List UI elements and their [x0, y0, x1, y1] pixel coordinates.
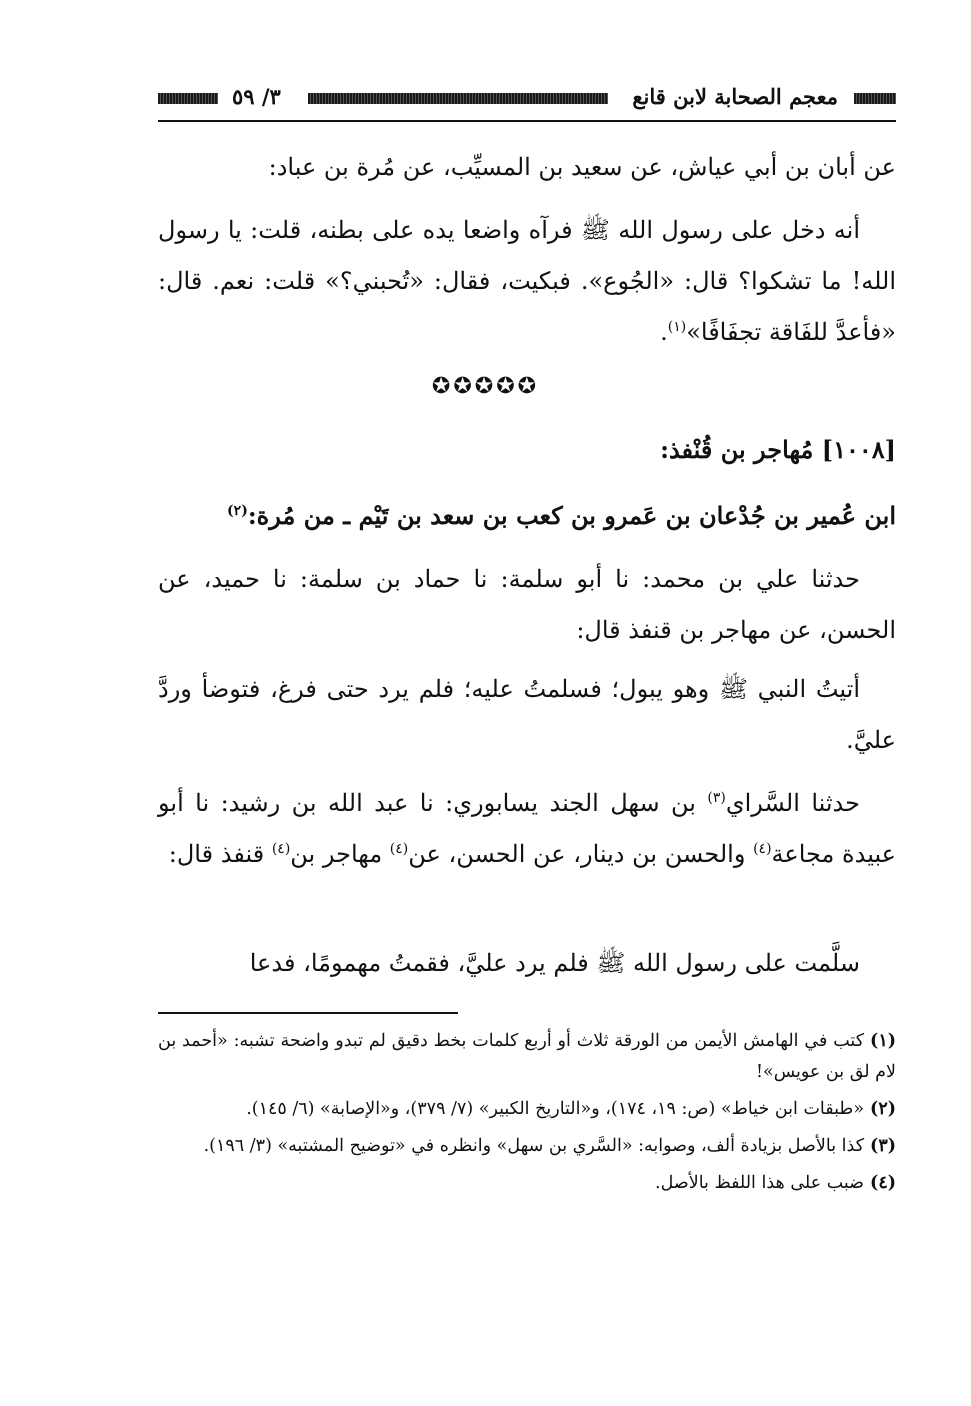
footnote-rule — [158, 1012, 458, 1014]
paragraph-text: عن أبان بن أبي عياش، عن سعيد بن المسيِّب، عن مُرة بن عباد: — [268, 153, 896, 181]
footnote-number: (٢) — [870, 1099, 896, 1119]
hadith-text: أنه دخل على رسول الله ﷺ فرآه واضعا يده على بطنه، قلت: يا رسول الله! ما تشكوا؟ قال: «الجُوع». فبكيت، فقال: «تُحبني؟» قلت: نعم. قال: «فأعدَّ للفَاقة تجفَافًا» — [158, 216, 897, 346]
footnote-1 — [158, 1026, 896, 1088]
paragraph-hadith-second — [158, 938, 896, 989]
footnote-ref-4: (٤) — [271, 841, 291, 857]
footnote-ref-1: (١) — [667, 319, 687, 335]
footnote-text: كتب في الهامش الأيمن من الورقة ثلاث أو أربع كلمات بخط دقيق لم تبدو واضحة تشبه: «أحمد بن لام لق بن عويس»! — [158, 1031, 896, 1082]
paragraph-isnad-2 — [158, 778, 896, 880]
lineage-line — [158, 490, 896, 541]
paragraph-chain-end — [158, 142, 896, 193]
footnote-ref-4: (٤) — [389, 841, 409, 857]
paragraph-text: حدثنا علي بن محمد: نا أبو سلمة: نا حماد بن سلمة: نا حميد، عن الحسن، عن مهاجر بن قنفذ قال: — [158, 565, 896, 644]
footnote-number: (٤) — [870, 1173, 896, 1193]
footnote-3 — [158, 1131, 896, 1162]
text-run: قنفذ قال: — [168, 840, 272, 868]
entry-heading — [158, 424, 896, 475]
paragraph-hadith-greeting — [158, 664, 896, 766]
section-divider-stars: ✪✪✪✪✪ — [431, 374, 540, 399]
header-ornament-right — [854, 93, 896, 104]
footnote-4 — [158, 1168, 896, 1199]
footnote-ref-3: (٣) — [707, 790, 726, 806]
footnote-ref-4: (٤) — [753, 841, 772, 857]
footnotes — [158, 1026, 896, 1205]
header-ornament-left — [158, 93, 218, 104]
header-rule — [158, 120, 896, 122]
header-ornament-middle — [308, 93, 608, 104]
footnote-number: (٣) — [870, 1136, 896, 1156]
entry-name: مُهاجر بن قُنْفذ: — [660, 435, 814, 464]
footnote-text: كذا بالأصل بزيادة ألف، وصوابه: «السَّري بن سهل» وانظره في «توضيح المشتبه» (٣/ ١٩٦). — [203, 1136, 865, 1156]
running-header — [158, 82, 896, 112]
entry-heading-line — [158, 424, 896, 475]
footnote-ref-2: (٢) — [227, 503, 248, 519]
page-reference: ٣/ ٥٩ — [226, 82, 287, 112]
period: . — [660, 318, 668, 346]
text-run: حدثنا السَّراي — [725, 789, 860, 817]
text-run: بن سهل الجند يسابوري: نا عبد الله بن رشيد: نا أبو عبيدة مجاعة — [158, 789, 896, 868]
footnote-number: (١) — [870, 1031, 896, 1051]
lineage-text: ابن عُمير بن جُدْعان بن عَمرو بن كعب بن سعد بن تَيْم ـ من مُرة: — [247, 501, 896, 530]
text-run: والحسن بن دينار، عن الحسن، عن — [408, 840, 754, 868]
paragraph-text: أتيتُ النبي ﷺ وهو يبول؛ فسلمتُ عليه؛ فلم يرد حتى فرغ، فتوضأ وردَّ عليَّ. — [158, 675, 896, 754]
paragraph-isnad-1 — [158, 554, 896, 656]
paragraph-text — [158, 778, 896, 880]
entry-lineage — [158, 490, 896, 541]
text-run: مهاجر بن — [290, 840, 390, 868]
entry-number: [١٠٠٨] — [821, 435, 896, 464]
paragraph-text: سلَّمت على رسول الله ﷺ فلم يرد عليَّ، فقمتُ مهمومًا، فدعا — [249, 949, 860, 977]
book-title: معجم الصحابة لابن قانع — [626, 82, 844, 112]
footnote-text: ضبب على هذا اللفظ بالأصل. — [655, 1173, 865, 1193]
paragraph-text — [158, 205, 896, 358]
paragraph-hadith-hunger — [158, 205, 896, 358]
footnote-2 — [158, 1094, 896, 1125]
footnote-text: «طبقات ابن خياط» (ص: ١٩، ١٧٤)، و«التاريخ الكبير» (٧/ ٣٧٩)، و«الإصابة» (٦/ ١٤٥). — [246, 1099, 865, 1119]
